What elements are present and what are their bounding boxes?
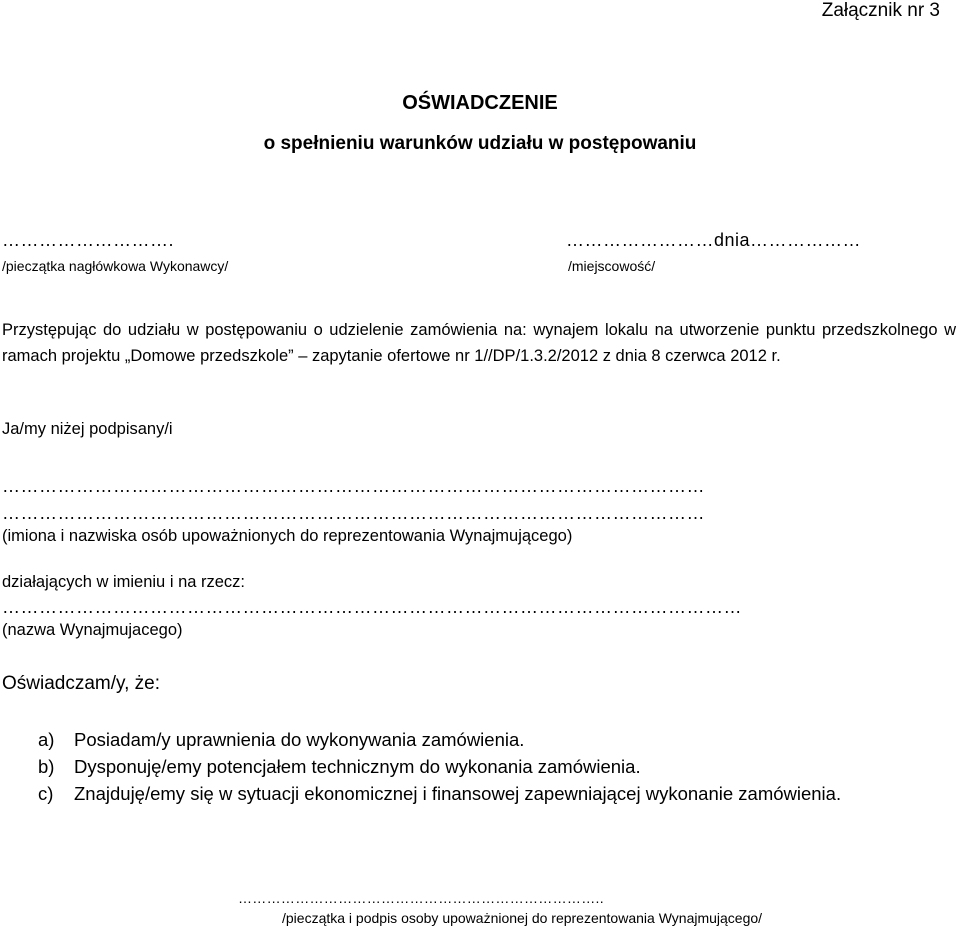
item-text: Posiadam/y uprawnienia do wykonywania zamówienia. [74, 729, 525, 750]
stamp-caption: /pieczątka nagłówkowa Wykonawcy/ [2, 258, 229, 274]
item-label: a) [38, 729, 55, 750]
item-text: Znajduję/emy się w sytuacji ekonomicznej i finansowej zapewniającej wykonanie zamówienia. [74, 783, 842, 804]
signature-caption: /pieczątka i podpis osoby upoważnionej do reprezentowania Wynajmującego/ [282, 910, 763, 926]
acting-for-caption: (nazwa Wynajmujacego) [2, 621, 183, 639]
declaration-item-b [38, 756, 641, 778]
item-text: Dysponuję/emy potencjałem technicznym do wykonania zamówienia. [74, 756, 641, 777]
annex-label: Załącznik nr 3 [821, 0, 940, 21]
document-subtitle: o spełnieniu warunków udziału w postępowaniu [263, 133, 697, 154]
declaration-item-a [38, 729, 524, 751]
stamp-dots: ………………………. [2, 230, 175, 250]
place-date-dots: ……………………dnia……………… [566, 230, 862, 250]
place-caption: /miejscowość/ [568, 258, 656, 274]
signatories-dots-1: …………………………………………………………………………………………………… [2, 476, 705, 496]
signatories-dots-2: …………………………………………………………………………………………………… [2, 503, 705, 523]
intro-paragraph: Przystępując do udziału w postępowaniu o udzielenie zamówienia na: wynajem lokalu na utworzenie punktu przedszkolnego w ramach projektu „Domowe przedszkole” – zapytanie ofertowe nr 1//DP/1.3.2/2012 z dnia 8 czerwca 2012 r. [2, 321, 956, 365]
declaration-item-c [38, 783, 841, 805]
item-label: c) [38, 783, 54, 804]
signature-dots: ………………………………………………………………….. [238, 890, 604, 906]
item-label: b) [38, 756, 55, 777]
document-title: OŚWIADCZENIE [402, 92, 558, 114]
acting-for-label: działających w imieniu i na rzecz: [2, 573, 246, 591]
signatories-caption: (imiona i nazwiska osób upoważnionych do reprezentowania Wynajmującego) [2, 527, 573, 545]
acting-for-dots: ………………………………………………………………………………………………………… [2, 597, 742, 617]
signatories-label: Ja/my niżej podpisany/i [2, 420, 173, 438]
declaration-heading: Oświadczam/y, że: [2, 673, 161, 694]
